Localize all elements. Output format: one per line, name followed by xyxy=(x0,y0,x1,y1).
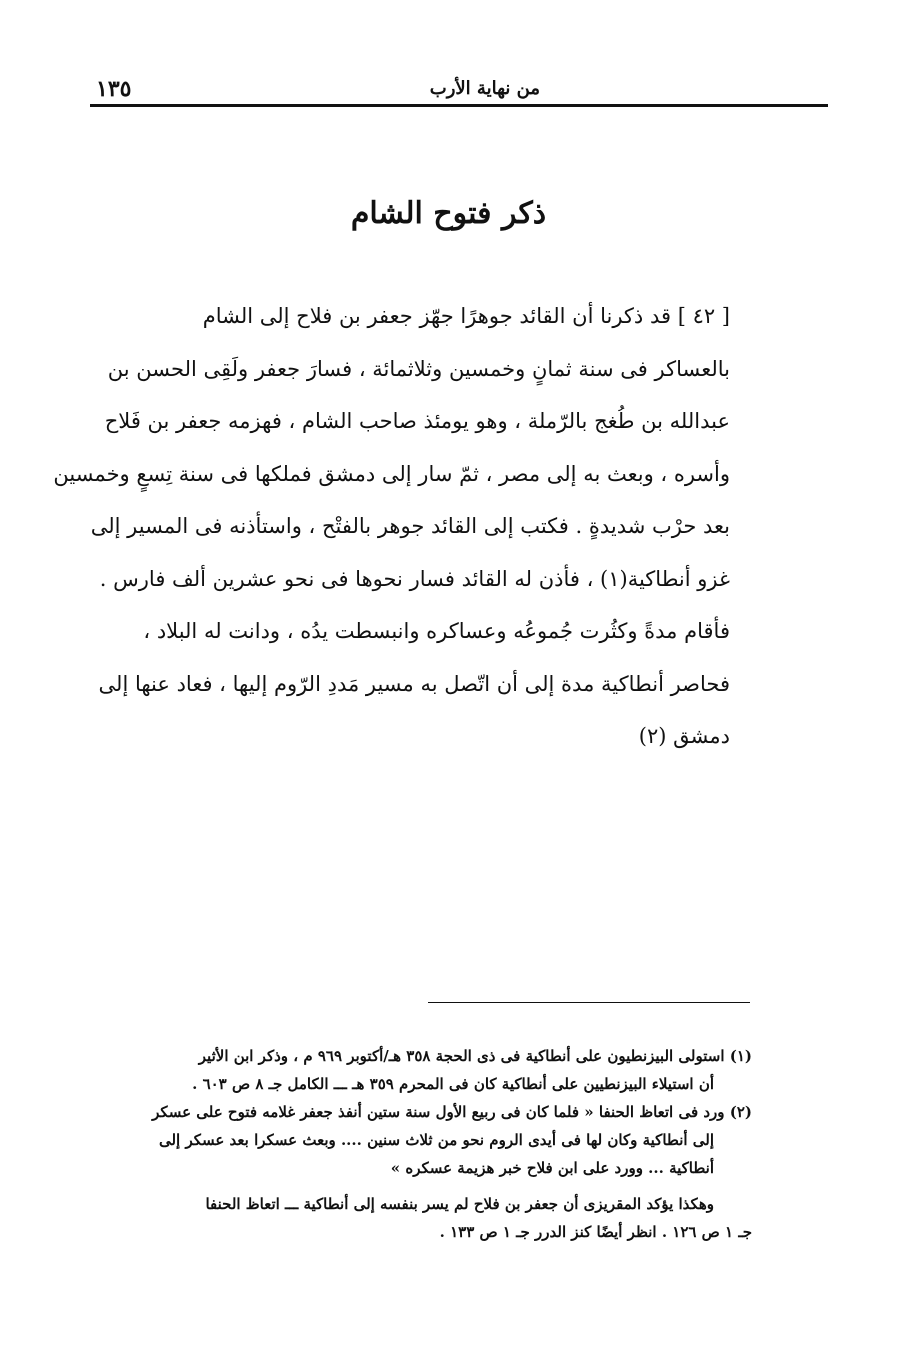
footnote-2-line: أنطاكية ... وورد على ابن فلاح خبر هزيمة عسكره » xyxy=(390,1159,714,1177)
body-text xyxy=(53,290,730,763)
body-line: بالعساكر فى سنة ثمانٍ وخمسين وثلاثمائة ، فسارَ جعفر ولَقِى الحسن بن xyxy=(107,356,730,381)
footnote-2-line: (٢) ورد فى اتعاظ الحنفا « فلما كان فى ربيع الأول سنة ستين أنفذ جعفر غلامه فتوح على عسكر xyxy=(152,1103,752,1121)
body-line: [ ٤٢ ] قد ذكرنا أن القائد جوهرًا جهّز جعفر بن فلاح إلى الشام xyxy=(202,304,730,328)
body-line: وأسره ، وبعث به إلى مصر ، ثمّ سار إلى دمشق فملكها فى سنة تِسعٍ وخمسين xyxy=(53,461,730,486)
footnote-1-line: أن استيلاء البيزنطيين على أنطاكية كان فى المحرم ٣٥٩ هـ ـــ الكامل جـ ٨ ص ٦٠٣ . xyxy=(192,1075,714,1093)
footnotes xyxy=(112,1042,752,1246)
running-title: من نهاية الأرب xyxy=(429,78,540,99)
body-line: بعد حرْب شديدةٍ . فكتب إلى القائد جوهر بالفتْح ، واستأذنه فى المسير إلى xyxy=(90,514,730,538)
footnote-1-line: (١) استولى البيزنطيون على أنطاكية فى ذى الحجة ٣٥٨ هـ/أكتوبر ٩٦٩ م ، وذكر ابن الأثير xyxy=(198,1047,752,1065)
running-header xyxy=(92,78,824,106)
footnote-2-line: إلى أنطاكية وكان لها فى أيدى الروم نحو من ثلاث سنين .... وبعث عسكرا بعد عسكر إلى xyxy=(158,1131,714,1149)
body-line: غزو أنطاكية(١) ، فأذن له القائد فسار نحوها فى نحو عشرين ألف فارس . xyxy=(99,566,730,591)
body-line: دمشق (٢) xyxy=(638,724,730,748)
body-line: فحاصر أنطاكية مدة إلى أن اتّصل به مسير مَددِ الرّوم إليها ، فعاد عنها إلى xyxy=(98,671,730,696)
body-line: فأقام مدةً وكثُرت جُموعُه وعساكره وانبسطت يدُه ، ودانت له البلاد ، xyxy=(143,619,730,643)
header-rule xyxy=(90,104,828,107)
section-title: ذكر فتوح الشام xyxy=(350,196,547,231)
footnote-rule xyxy=(428,1002,750,1003)
footnote-2-note-line: جـ ١ ص ١٢٦ . انظر أيضًا كنز الدرر جـ ١ ص ١٣٣ . xyxy=(439,1223,752,1241)
page-number: ١٣٥ xyxy=(96,76,132,102)
footnote-2-note-line: وهكذا يؤكد المقريزى أن جعفر بن فلاح لم يسر بنفسه إلى أنطاكية ـــ اتعاظ الحنفا xyxy=(205,1195,714,1213)
body-line: عبدالله بن طُغج بالرّملة ، وهو يومئذ صاحب الشام ، فهزمه جعفر بن فَلاح xyxy=(104,409,730,433)
footnote-gap xyxy=(112,1182,752,1190)
